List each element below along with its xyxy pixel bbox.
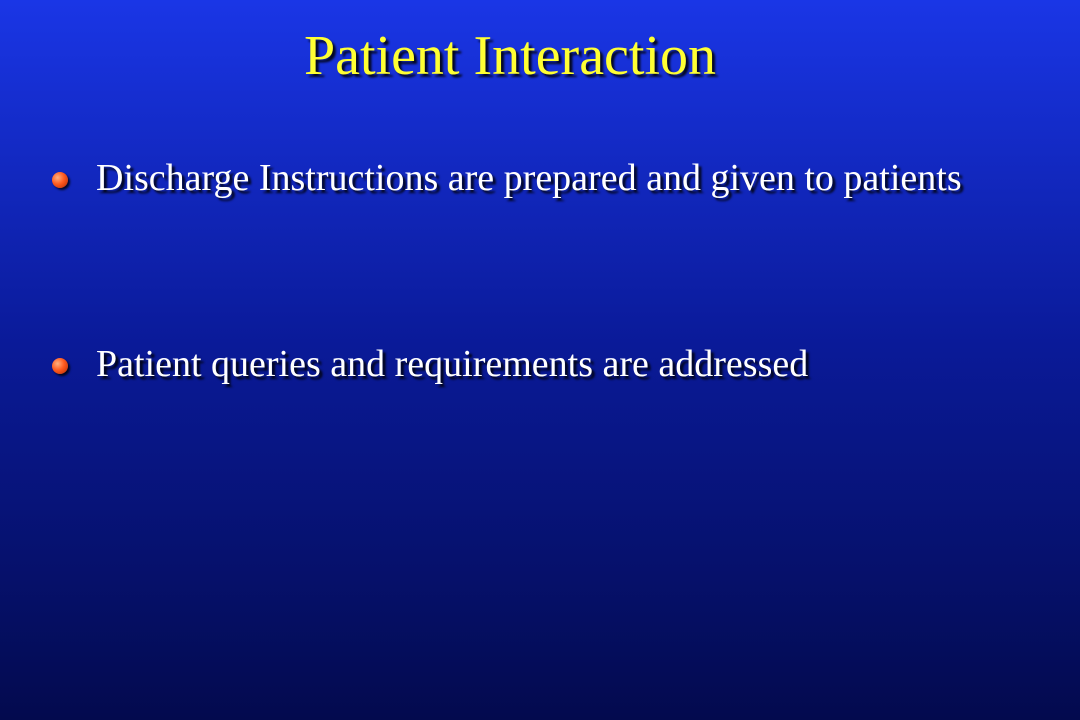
- bullet-icon: [52, 172, 68, 188]
- bullet-item-patient-queries: [96, 342, 1046, 386]
- bullet-icon: [52, 358, 68, 374]
- bullet-text: Patient queries and requirements are addressed: [96, 343, 809, 385]
- slide-title: Patient Interaction: [303, 25, 717, 87]
- bullet-text: Discharge Instructions are prepared and given to patients: [96, 157, 962, 199]
- bullet-item-discharge-instructions: [96, 156, 1046, 200]
